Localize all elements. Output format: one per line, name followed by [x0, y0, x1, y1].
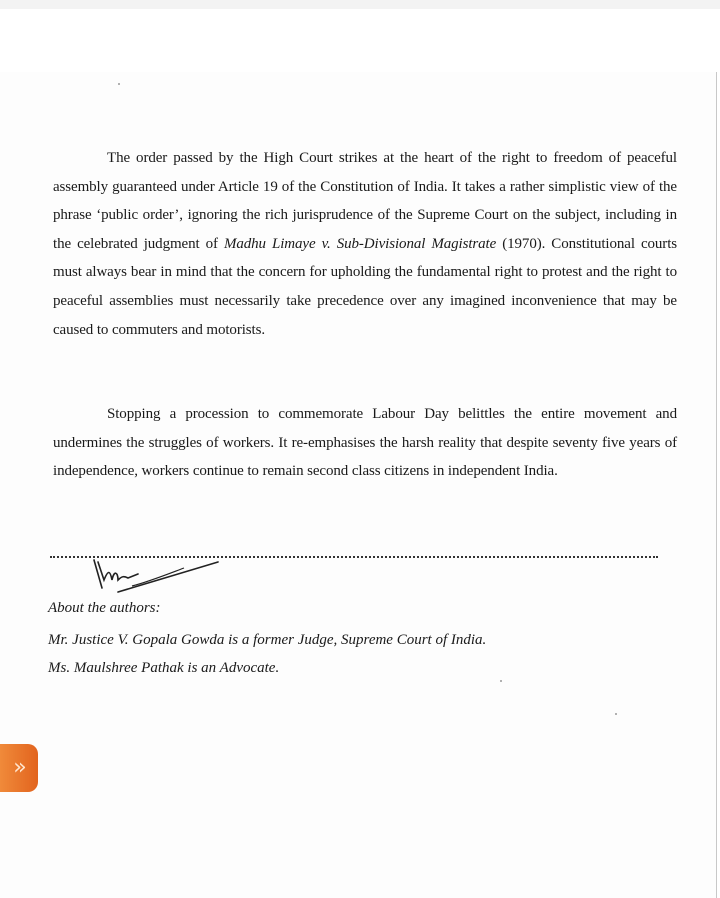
expand-side-panel-button[interactable]: [0, 744, 38, 792]
scan-speck: [615, 713, 617, 715]
scan-speck: [118, 83, 120, 85]
case-name-italic: Madhu Limaye v. Sub-Divisional Magistrate: [223, 235, 497, 252]
author-bio-2: Ms. Maulshree Pathak is an Advocate.: [48, 660, 280, 676]
author-bio-1: Mr. Justice V. Gopala Gowda is a former Judge, Supreme Court of India.: [48, 632, 487, 648]
scan-speck: [500, 680, 502, 682]
paragraph1-text-start: The order passed by the High Court strikes at the heart of the right to freedom of peaceful assembly guaranteed under Article 19 of the Constitution of India. It takes a rather simplistic view of the phrase ‘public order’, ignoring the rich jurisprudence of the Supreme Court on the subject, including in the celebrated judgment of: [53, 150, 677, 252]
signature: [88, 556, 228, 596]
paragraph1-text-end: (1970). Constitutional courts must always bear in mind that the concern for upholding the fundamental right to protest and the right to peaceful assemblies must necessarily take precedence over any imagined inconvenience that may be caused to commuters and motorists.: [53, 235, 678, 338]
about-authors-heading: About the authors:: [48, 600, 161, 616]
paragraph2-text: Stopping a procession to commemorate Labour Day belittles the entire movement and undermines the struggles of workers. It re-emphasises the harsh reality that despite seventy five years of independence, workers continue to remain second class citizens in independent India.: [53, 406, 677, 480]
paragraph-labour-day: [53, 400, 677, 486]
top-bar: [0, 0, 720, 9]
paragraph-high-court-order: [53, 144, 677, 344]
double-chevron-right-icon: »: [13, 755, 27, 780]
